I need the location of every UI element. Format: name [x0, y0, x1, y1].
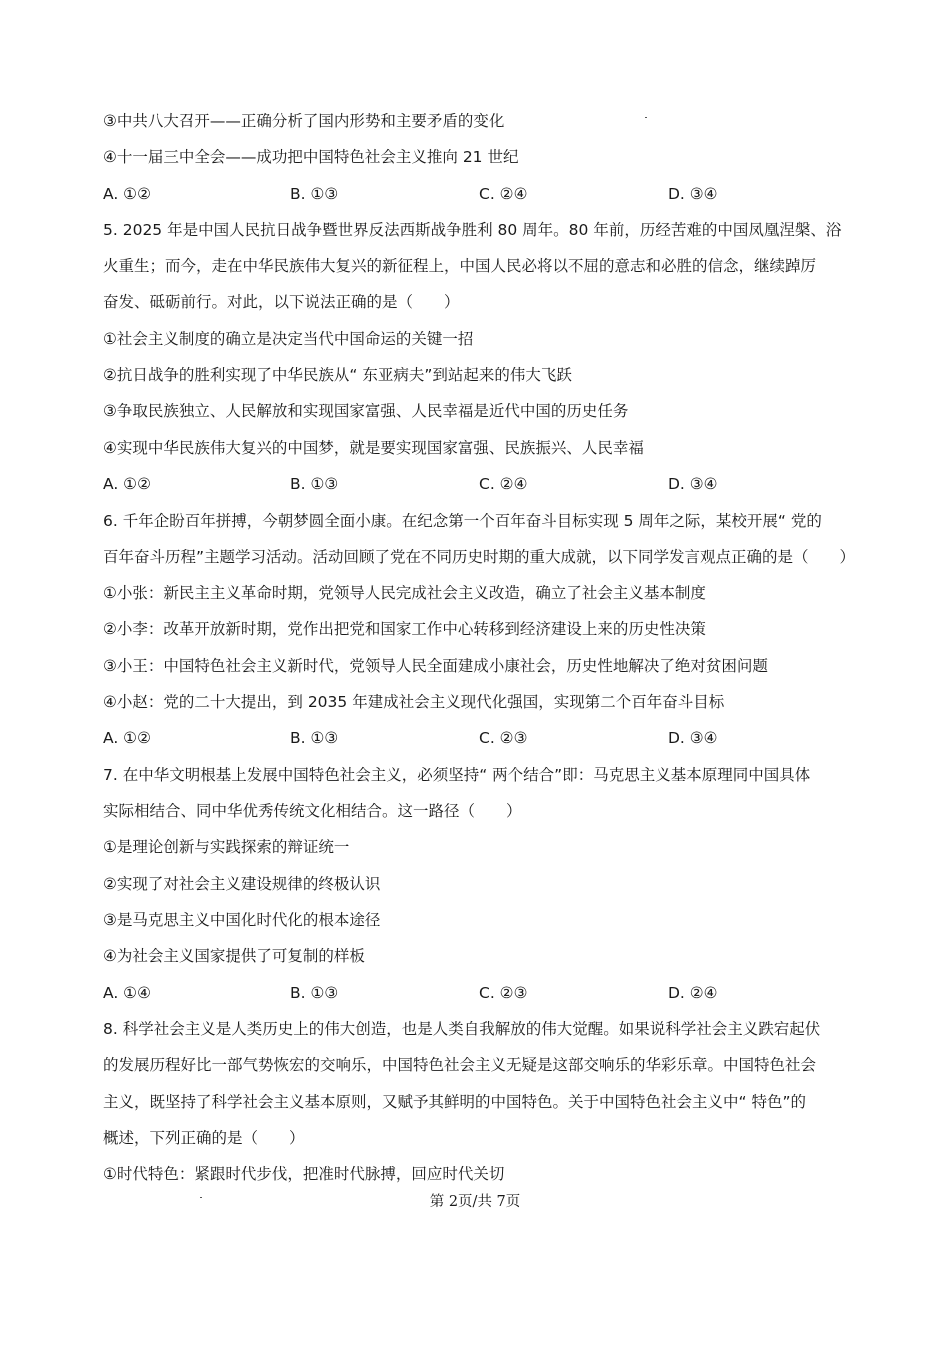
q5-statement-2: ②抗日战争的胜利实现了中华民族从“ 东亚病夫”到站起来的伟大飞跃	[103, 366, 572, 384]
q7-statement-1: ①是理论创新与实践探索的辩证统一	[103, 838, 350, 856]
q5-stem-line-3: 奋发、砥砺前行。对此，以下说法正确的是（ ）	[103, 293, 460, 311]
q5-stem-line-1: 5. 2025 年是中国人民抗日战争暨世界反法西斯战争胜利 80 周年。80 年前，历经苦难的中国凤凰涅槃、浴	[103, 221, 842, 239]
q4-option-c: C. ②④	[479, 185, 528, 203]
q4-statement-3: ③中共八大召开——正确分析了国内形势和主要矛盾的变化	[103, 112, 505, 130]
q8-statement-1: ①时代特色：紧跟时代步伐，把准时代脉搏，回应时代关切	[103, 1165, 505, 1183]
q8-stem-line-2: 的发展历程好比一部气势恢宏的交响乐，中国特色社会主义无疑是这部交响乐的华彩乐章。中国特色社会	[103, 1056, 817, 1074]
page-number-footer: 第 2页/共 7页	[429, 1194, 521, 1210]
q7-option-c: C. ②③	[479, 984, 528, 1002]
q6-stem-line-1: 6. 千年企盼百年拼搏，今朝梦圆全面小康。在纪念第一个百年奋斗目标实现 5 周年之际，某校开展“ 党的	[103, 512, 822, 530]
q5-option-a: A. ①②	[103, 475, 151, 493]
q7-stem-line-1: 7. 在中华文明根基上发展中国特色社会主义，必须坚持“ 两个结合”即：马克思主义基本原理同中国具体	[103, 766, 811, 784]
scan-speck	[645, 117, 647, 118]
q7-statement-4: ④为社会主义国家提供了可复制的样板	[103, 947, 365, 965]
q4-options	[0, 184, 950, 204]
q4-option-d: D. ③④	[668, 185, 718, 203]
q6-statement-1: ①小张：新民主主义革命时期，党领导人民完成社会主义改造，确立了社会主义基本制度	[103, 584, 706, 602]
q7-statement-3: ③是马克思主义中国化时代化的根本途径	[103, 911, 381, 929]
q8-stem-line-1: 8. 科学社会主义是人类历史上的伟大创造，也是人类自我解放的伟大觉醒。如果说科学社会主义跌宕起伏	[103, 1020, 821, 1038]
q6-option-c: C. ②③	[479, 729, 528, 747]
q5-option-d: D. ③④	[668, 475, 718, 493]
q5-statement-1: ①社会主义制度的确立是决定当代中国命运的关键一招	[103, 330, 474, 348]
q7-option-b: B. ①③	[290, 984, 339, 1002]
scan-speck	[200, 1197, 202, 1198]
q6-options	[0, 728, 950, 748]
q5-options	[0, 474, 950, 494]
q6-statement-3: ③小王：中国特色社会主义新时代，党领导人民全面建成小康社会，历史性地解决了绝对贫困问题	[103, 657, 768, 675]
q6-statement-2: ②小李：改革开放新时期，党作出把党和国家工作中心转移到经济建设上来的历史性决策	[103, 620, 706, 638]
q4-statement-4: ④十一届三中全会——成功把中国特色社会主义推向 21 世纪	[103, 148, 519, 166]
q6-stem-line-2: 百年奋斗历程”主题学习活动。活动回顾了党在不同历史时期的重大成就，以下同学发言观点正确的是（ ）	[103, 548, 856, 566]
q6-statement-4: ④小赵：党的二十大提出，到 2035 年建成社会主义现代化强国，实现第二个百年奋斗目标	[103, 693, 725, 711]
q8-stem-line-4: 概述，下列正确的是（ ）	[103, 1129, 305, 1147]
q6-option-b: B. ①③	[290, 729, 339, 747]
q7-options	[0, 983, 950, 1003]
q7-option-a: A. ①④	[103, 984, 151, 1002]
q5-option-b: B. ①③	[290, 475, 339, 493]
q7-stem-line-2: 实际相结合、同中华优秀传统文化相结合。这一路径（ ）	[103, 802, 522, 820]
q6-option-a: A. ①②	[103, 729, 151, 747]
q8-stem-line-3: 主义，既坚持了科学社会主义基本原则，又赋予其鲜明的中国特色。关于中国特色社会主义中“ 特色”的	[103, 1093, 806, 1111]
q4-option-b: B. ①③	[290, 185, 339, 203]
q4-option-a: A. ①②	[103, 185, 151, 203]
q5-option-c: C. ②④	[479, 475, 528, 493]
q6-option-d: D. ③④	[668, 729, 718, 747]
q5-stem-line-2: 火重生；而今，走在中华民族伟大复兴的新征程上，中国人民必将以不屈的意志和必胜的信念，继续踔厉	[103, 257, 817, 275]
q7-option-d: D. ②④	[668, 984, 718, 1002]
q7-statement-2: ②实现了对社会主义建设规律的终极认识	[103, 875, 381, 893]
q5-statement-4: ④实现中华民族伟大复兴的中国梦，就是要实现国家富强、民族振兴、人民幸福	[103, 439, 644, 457]
q5-statement-3: ③争取民族独立、人民解放和实现国家富强、人民幸福是近代中国的历史任务	[103, 402, 629, 420]
